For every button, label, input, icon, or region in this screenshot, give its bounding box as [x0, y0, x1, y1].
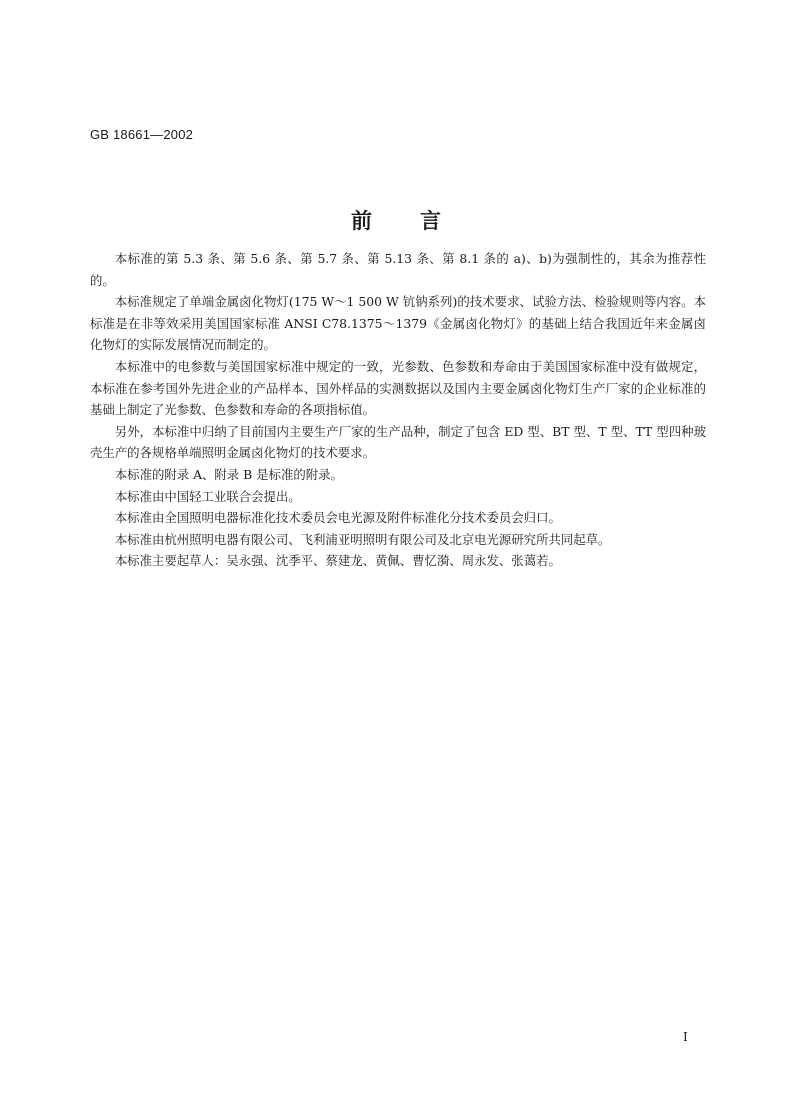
- paragraph-managed-by: 本标准由全国照明电器标准化技术委员会电光源及附件标准化分技术委员会归口。: [114, 510, 561, 526]
- page-title: 前言: [351, 209, 489, 233]
- paragraph-parameters: 本标准中的电参数与美国国家标准中规定的一致，光参数、色参数和寿命由于美国国家标准中没有做规定，本标准在参考国外先进企业的产品样本、国外样品的实测数据以及国内主要金属卤化物灯生产厂家的企业标准的基础上制定了光参数、色参数和寿命的各项指标值。: [90, 358, 706, 418]
- paragraph-scope: 本标准规定了单端金属卤化物灯(175 W～1 500 W 钪钠系列)的技术要求、试验方法、检验规则等内容。本标准是在非等效采用美国国家标准 ANSI C78.1375～1379《金属卤化物灯》的基础上结合我国近年来金属卤化物灯的实际发展情况而制定的。: [90, 294, 706, 353]
- paragraph-product-types: 另外，本标准中归纳了目前国内主要生产厂家的生产品种，制定了包含 ED 型、BT 型、T 型、TT 型四种玻壳生产的各规格单端照明金属卤化物灯的技术要求。: [90, 423, 706, 461]
- paragraph-drafters: 本标准主要起草人：吴永强、沈季平、蔡建龙、黄佩、曹忆漪、周永发、张蔼若。: [114, 553, 561, 569]
- page-number: I: [683, 1030, 688, 1044]
- paragraph-proposed-by: 本标准由中国轻工业联合会提出。: [114, 488, 301, 504]
- paragraph-drafted-by: 本标准由杭州照明电器有限公司、飞利浦亚明照明有限公司及北京电光源研究所共同起草。: [114, 531, 611, 547]
- paragraph-mandatory-clauses: 本标准的第 5.3 条、第 5.6 条、第 5.7 条、第 5.13 条、第 8.1 条的 a)、b)为强制性的，其余为推荐性的。: [90, 251, 706, 288]
- foreword-body: [90, 248, 706, 572]
- standard-code: GB 18661—2002: [90, 127, 194, 142]
- paragraph-annexes: 本标准的附录 A、附录 B 是标准的附录。: [114, 466, 343, 482]
